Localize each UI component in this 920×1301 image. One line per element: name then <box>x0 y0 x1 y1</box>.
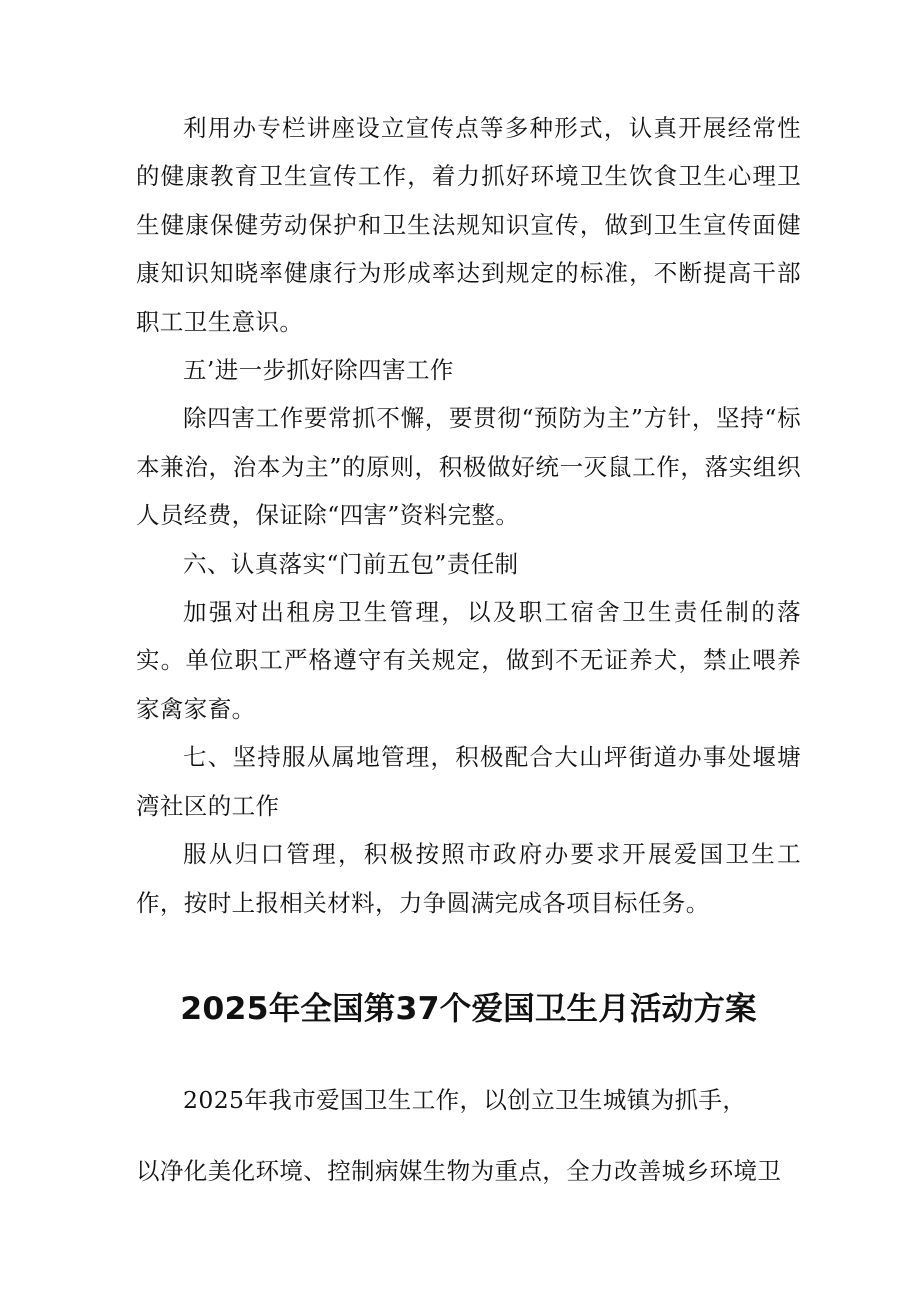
heading-section-five: 五’进一步抓好除四害工作 <box>183 356 454 385</box>
intro-line-1: 2025年我市爱国卫生工作，以创立卫生城镇为抓手， <box>183 1086 747 1114</box>
body-text <box>136 104 801 927</box>
heading-section-six: 六、认真落实“门前五包”责任制 <box>183 549 519 578</box>
intro-line-2: 以净化美化环境、控制病媒生物为重点，全力改善城乡环境卫 <box>136 1157 782 1185</box>
document-title: 2025年全国第37个爱国卫生月活动方案 <box>180 991 757 1027</box>
paragraph-management: 服从归口管理，积极按照市政府办要求开展爱国卫生工作，按时上报相关材料，力争圆满完成各项目标任务。 <box>136 840 801 917</box>
heading-section-seven: 七、坚持服从属地管理，积极配合大山坪街道办事处堰塘湾社区的工作 <box>136 743 801 820</box>
paragraph-four-pests: 除四害工作要常抓不懈，要贯彻“预防为主”方针，坚持“标本兼治，治本为主”的原则，积极做好统一灭鼠工作，落实组织人员经费，保证除“四害”资料完整。 <box>136 404 801 530</box>
paragraph-health-education: 利用办专栏讲座设立宣传点等多种形式，认真开展经常性的健康教育卫生宣传工作，着力抓好环境卫生饮食卫生心理卫生健康保健劳动保护和卫生法规知识宣传，做到卫生宣传面健康知识知晓率健康行为形成率达到规定的标准，不断提高干部职工卫生意识。 <box>136 114 801 336</box>
paragraph-rental-sanitation: 加强对出租房卫生管理，以及职工宿舍卫生责任制的落实。单位职工严格遵守有关规定，做到不无证养犬，禁止喂养家禽家畜。 <box>136 598 801 723</box>
